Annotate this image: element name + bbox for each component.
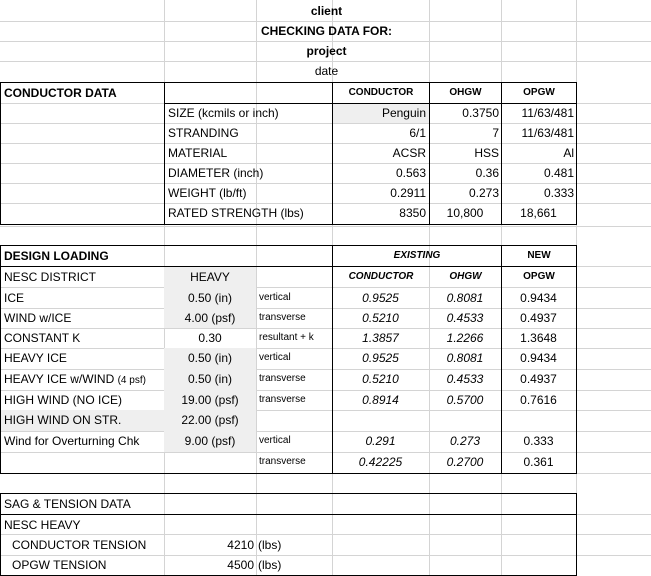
diameter-ohgw: 0.36 — [475, 166, 499, 180]
load-dir-overturning: vertical — [259, 435, 291, 446]
load-opgw-overturning: 0.333 — [523, 434, 554, 448]
diameter-conductor: 0.563 — [395, 166, 426, 180]
load-cond-overturning: 0.291 — [365, 434, 396, 448]
size-opgw: 11/63/481 — [521, 106, 574, 120]
size-ohgw: 0.3750 — [462, 106, 499, 120]
load-ohgw-ice: 0.8081 — [446, 291, 484, 305]
district-value: HEAVY — [190, 270, 230, 284]
project-name: project — [306, 44, 347, 58]
col-header-ohgw: OHGW — [449, 87, 482, 98]
label-weight: WEIGHT (lb/ft) — [168, 186, 247, 200]
col-header-conductor: CONDUCTOR — [348, 87, 414, 98]
weight-conductor: 0.2911 — [390, 186, 426, 200]
sub-header-conductor: CONDUCTOR — [348, 271, 414, 282]
load-dir-constant-k: resultant + k — [259, 332, 314, 343]
load-opgw-ice: 0.9434 — [520, 291, 557, 305]
tension-value-conductor: 4210 — [227, 538, 254, 552]
load-label-high-wind-str: HIGH WIND ON STR. — [4, 413, 122, 427]
load-ohgw-constant-k: 1.2266 — [446, 331, 484, 345]
load-label-wind-ice: WIND w/ICE — [4, 311, 72, 325]
load-value-high-wind: 19.00 (psf) — [181, 393, 239, 407]
load-ohgw-wind-ice: 0.4533 — [446, 311, 484, 325]
load-value-high-wind-str: 22.00 (psf) — [181, 413, 239, 427]
client-name: client — [310, 4, 343, 18]
tension-label-opgw: OPGW TENSION — [12, 558, 107, 572]
date-field: date — [314, 64, 339, 78]
load-dir-ice: vertical — [259, 292, 291, 303]
new-header: NEW — [527, 250, 551, 261]
size-conductor: Penguin — [381, 106, 426, 120]
load-label-heavy-ice-wind-small: (4 psf) — [117, 375, 146, 386]
load-cond-ice: 0.9525 — [362, 291, 399, 305]
load-dir-high-wind: transverse — [259, 394, 306, 405]
label-stranding: STRANDING — [168, 126, 239, 140]
load-value-heavy-ice-wind: 0.50 (in) — [187, 372, 233, 386]
tension-unit-conductor: (lbs) — [258, 538, 282, 552]
strength-opgw: 18,661 — [520, 206, 557, 220]
load-opgw-constant-k: 1.3648 — [520, 331, 557, 345]
load-ohgw-heavy-ice-wind: 0.4533 — [446, 372, 484, 386]
tension-unit-opgw: (lbs) — [258, 558, 282, 572]
stranding-opgw: 11/63/481 — [521, 126, 574, 140]
material-ohgw: HSS — [474, 146, 499, 160]
load-cond-high-wind: 0.8914 — [362, 393, 399, 407]
load-cond-wind-ice: 0.5210 — [362, 311, 399, 325]
material-opgw: Al — [563, 146, 574, 160]
load-opgw-heavy-ice-wind: 0.4937 — [520, 372, 557, 386]
load-dir-heavy-ice-wind: transverse — [259, 373, 306, 384]
strength-conductor: 8350 — [399, 206, 426, 220]
district-label: NESC DISTRICT — [4, 270, 97, 284]
weight-opgw: 0.333 — [543, 186, 574, 200]
stranding-ohgw: 7 — [492, 126, 499, 140]
checking-title: CHECKING DATA FOR: — [260, 24, 393, 38]
label-diameter: DIAMETER (inch) — [168, 166, 264, 180]
label-material: MATERIAL — [168, 146, 228, 160]
load-label-high-wind: HIGH WIND (NO ICE) — [4, 393, 122, 407]
diameter-opgw: 0.481 — [543, 166, 574, 180]
load-dir-overturning-trans: transverse — [259, 456, 306, 467]
load-ohgw-overturning: 0.273 — [449, 434, 481, 448]
load-label-heavy-ice-wind — [4, 369, 146, 389]
sag-tension-district: NESC HEAVY — [4, 518, 81, 532]
load-label-overturning: Wind for Overturning Chk — [4, 434, 140, 448]
label-size: SIZE (kcmils or inch) — [168, 106, 279, 120]
load-ohgw-overturning-trans: 0.2700 — [446, 455, 484, 469]
load-label-constant-k: CONSTANT K — [4, 331, 81, 345]
tension-value-opgw: 4500 — [227, 558, 254, 572]
load-cond-heavy-ice: 0.9525 — [362, 351, 399, 365]
load-label-heavy-ice-wind-main: HEAVY ICE w/WIND — [4, 372, 115, 386]
stranding-conductor: 6/1 — [409, 126, 426, 140]
load-value-ice: 0.50 (in) — [187, 291, 233, 305]
tension-label-conductor: CONDUCTOR TENSION — [12, 538, 147, 552]
label-rated-strength: RATED STRENGTH (lbs) — [168, 206, 304, 220]
strength-ohgw: 10,800 — [446, 206, 484, 220]
load-dir-wind-ice: transverse — [259, 312, 306, 323]
load-cond-constant-k: 1.3857 — [362, 331, 399, 345]
load-opgw-heavy-ice: 0.9434 — [520, 351, 557, 365]
load-cond-heavy-ice-wind: 0.5210 — [362, 372, 399, 386]
load-value-wind-ice: 4.00 (psf) — [184, 311, 236, 325]
design-loading-title: DESIGN LOADING — [4, 249, 109, 263]
load-opgw-high-wind: 0.7616 — [520, 393, 557, 407]
load-dir-heavy-ice: vertical — [259, 352, 291, 363]
material-conductor: ACSR — [392, 146, 426, 160]
load-cond-overturning-trans: 0.42225 — [358, 455, 403, 469]
weight-ohgw: 0.273 — [468, 186, 499, 200]
sub-header-ohgw: OHGW — [449, 271, 482, 282]
load-ohgw-high-wind: 0.5700 — [446, 393, 484, 407]
load-value-constant-k: 0.30 — [198, 331, 222, 345]
load-value-heavy-ice: 0.50 (in) — [187, 351, 233, 365]
load-opgw-overturning-trans: 0.361 — [523, 455, 554, 469]
col-header-opgw: OPGW — [523, 87, 555, 98]
load-opgw-wind-ice: 0.4937 — [520, 311, 557, 325]
load-label-ice: ICE — [4, 291, 25, 305]
load-ohgw-heavy-ice: 0.8081 — [446, 351, 484, 365]
sub-header-opgw: OPGW — [523, 271, 555, 282]
load-label-heavy-ice: HEAVY ICE — [4, 351, 67, 365]
existing-header: EXISTING — [393, 250, 441, 261]
sag-tension-title: SAG & TENSION DATA — [4, 497, 131, 511]
load-value-overturning: 9.00 (psf) — [184, 434, 236, 448]
conductor-data-title: CONDUCTOR DATA — [4, 86, 117, 100]
